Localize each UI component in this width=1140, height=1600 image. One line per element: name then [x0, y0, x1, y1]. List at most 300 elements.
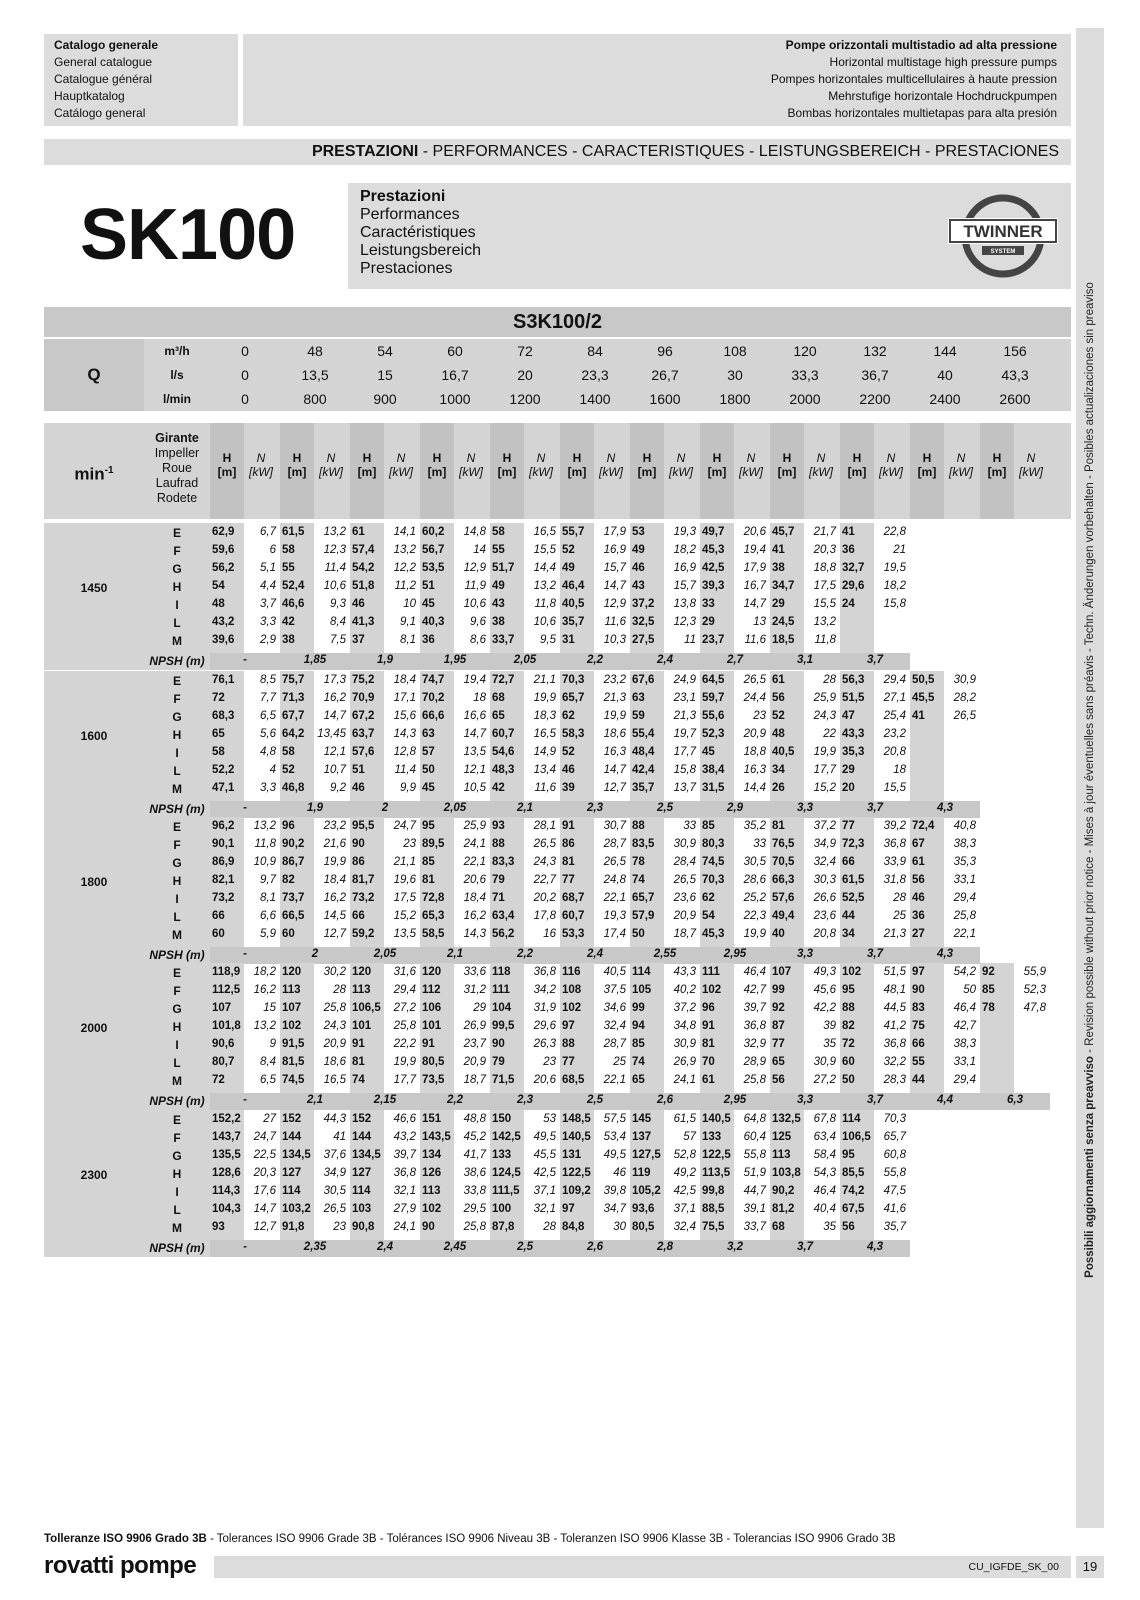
- npsh-value: 4,3: [867, 1241, 883, 1253]
- power-value: 41: [333, 1131, 346, 1143]
- flow-header: [44, 339, 1071, 411]
- catalog-name-es: Catálogo general: [54, 106, 146, 120]
- head-value: 74,5: [702, 856, 725, 868]
- logo-text: TWINNER: [963, 222, 1043, 241]
- head-value: 90: [352, 838, 365, 850]
- power-value: 41,6: [883, 1203, 906, 1215]
- flow-value: 1800: [719, 391, 751, 407]
- head-value: 99,5: [492, 1020, 515, 1032]
- head-value: 107: [282, 1002, 302, 1014]
- npsh-value: 3,7: [797, 1241, 813, 1253]
- power-value: 18,8: [813, 562, 836, 574]
- head-value: 151: [422, 1113, 442, 1125]
- power-value: 6,6: [260, 910, 276, 922]
- flow-value: 16,7: [441, 367, 469, 383]
- impeller-code: G: [172, 856, 182, 870]
- head-value: 73,7: [282, 892, 305, 904]
- flow-value: 120: [793, 343, 817, 359]
- power-value: 22: [823, 728, 836, 740]
- power-value: 39,1: [743, 1203, 766, 1215]
- head-value: 54: [702, 910, 715, 922]
- head-value: 39,3: [702, 580, 725, 592]
- power-value: 20,3: [253, 1167, 276, 1179]
- power-value: 2,9: [260, 634, 276, 646]
- head-value: 64,5: [702, 674, 725, 686]
- head-value: 68,3: [212, 710, 235, 722]
- power-value: 5,9: [260, 928, 276, 940]
- npsh-value: 3,7: [867, 654, 883, 666]
- head-value: 70,3: [562, 674, 585, 686]
- head-value: 46,8: [282, 782, 305, 794]
- power-value: 49,2: [673, 1167, 696, 1179]
- power-value: 32,1: [393, 1185, 416, 1197]
- head-value: 70,5: [772, 856, 795, 868]
- impeller-label-en: Impeller: [154, 446, 200, 460]
- npsh-value: 6,3: [1007, 1094, 1023, 1106]
- head-value: 114,3: [212, 1185, 241, 1197]
- power-value: 46,4: [953, 1002, 976, 1014]
- head-value: 90,2: [282, 838, 305, 850]
- product-line-de: Mehrstufige horizontale Hochdruckpumpen: [828, 89, 1057, 103]
- head-value: 119: [632, 1167, 651, 1179]
- power-value: 25: [613, 1056, 626, 1068]
- flow-value: 2600: [999, 391, 1031, 407]
- head-value: 36: [912, 910, 925, 922]
- power-value: 31,2: [463, 984, 486, 996]
- head-value: 71: [492, 892, 505, 904]
- power-value: 14,5: [323, 910, 346, 922]
- power-value: 42,2: [813, 1002, 836, 1014]
- head-value: 87,8: [492, 1221, 515, 1233]
- power-value: 16,2: [253, 984, 276, 996]
- head-value: 27,5: [632, 634, 655, 646]
- head-value: 93,6: [632, 1203, 655, 1215]
- power-value: 18,4: [323, 874, 346, 886]
- power-value: 17,8: [533, 910, 556, 922]
- head-value: 57,9: [632, 910, 655, 922]
- head-value: 32,5: [632, 616, 655, 628]
- power-value: 16,5: [533, 728, 556, 740]
- head-label-symbol: H: [432, 451, 442, 465]
- impeller-code: L: [173, 1056, 181, 1070]
- power-label: [314, 451, 348, 479]
- power-label: [244, 451, 278, 479]
- head-value: 81,7: [352, 874, 375, 886]
- head-value: 42,5: [702, 562, 725, 574]
- head-value: 127: [282, 1167, 302, 1179]
- power-value: 45,2: [463, 1131, 486, 1143]
- flow-value: 0: [241, 367, 249, 383]
- head-value: 34: [772, 764, 785, 776]
- speed-label: [44, 423, 144, 519]
- power-value: 23: [333, 1221, 346, 1233]
- power-value: 16,9: [673, 562, 696, 574]
- head-value: 74: [632, 874, 645, 886]
- flow-value: 108: [723, 343, 747, 359]
- head-value: 124,5: [492, 1167, 521, 1179]
- power-label-unit: [kW]: [879, 465, 903, 479]
- power-value: 6,7: [260, 526, 276, 538]
- power-value: 34,6: [603, 1002, 626, 1014]
- power-value: 20,3: [813, 544, 836, 556]
- head-value: 66: [912, 1038, 925, 1050]
- power-value: 40,2: [673, 984, 696, 996]
- head-value: 46: [352, 598, 365, 610]
- power-value: 17,5: [393, 892, 416, 904]
- power-value: 21: [893, 544, 906, 556]
- head-value: 52,3: [702, 728, 725, 740]
- impeller-code: G: [172, 562, 182, 576]
- performances-bar-rest: - PERFORMANCES - CARACTERISTIQUES - LEISTUNGSBEREICH - PRESTACIONES: [418, 143, 1059, 160]
- head-value: 66: [352, 910, 365, 922]
- head-value: 67,6: [632, 674, 655, 686]
- power-value: 24,3: [533, 856, 556, 868]
- head-value: 75,7: [282, 674, 305, 686]
- head-value: 113: [422, 1185, 441, 1197]
- head-value: 35,7: [632, 782, 655, 794]
- power-value: 26,5: [743, 674, 766, 686]
- head-column-bg: [980, 963, 1014, 1093]
- npsh-value: 4,3: [937, 948, 953, 960]
- head-label-symbol: H: [502, 451, 512, 465]
- power-value: 3,3: [260, 782, 276, 794]
- power-value: 13,2: [253, 820, 276, 832]
- performance-label-es: Prestaciones: [360, 260, 453, 277]
- head-value: 31,5: [702, 782, 725, 794]
- power-value: 16,3: [603, 746, 626, 758]
- impeller-code: L: [173, 764, 181, 778]
- npsh-value: 2,8: [657, 1241, 673, 1253]
- power-value: 12,7: [603, 782, 626, 794]
- npsh-value: 2,4: [657, 654, 673, 666]
- power-value: 28,7: [603, 838, 626, 850]
- revision-note-rest: - Revision possible without prior notice - Mises à jour éventuelles sans préavis - Techn. Änderungen vorbehalten - Posibles actualizaciones sin preaviso: [1084, 282, 1096, 1057]
- npsh-label: NPSH (m): [149, 1241, 205, 1255]
- head-value: 45: [422, 782, 435, 794]
- power-value: 15,5: [883, 782, 906, 794]
- flow-value: 144: [933, 343, 957, 359]
- power-value: 11,6: [744, 634, 766, 646]
- head-value: 18,5: [772, 634, 795, 646]
- power-value: 43,2: [393, 1131, 416, 1143]
- head-value: 94: [632, 1020, 645, 1032]
- power-value: 24,7: [253, 1131, 276, 1143]
- head-value: 65,7: [562, 692, 585, 704]
- head-value: 45: [702, 746, 715, 758]
- impeller-code: I: [175, 892, 179, 906]
- power-value: 20,8: [883, 746, 906, 758]
- head-value: 128,6: [212, 1167, 241, 1179]
- power-value: 28: [333, 984, 346, 996]
- power-value: 26,5: [953, 710, 976, 722]
- speed-value: 1450: [80, 581, 108, 595]
- speed-value: 1600: [80, 729, 108, 743]
- power-value: 37,5: [603, 984, 626, 996]
- power-value: 12,7: [253, 1221, 276, 1233]
- head-value: 152,2: [212, 1113, 241, 1125]
- head-value: 122,5: [562, 1167, 591, 1179]
- head-value: 43,3: [842, 728, 865, 740]
- head-value: 51: [352, 764, 365, 776]
- power-value: 10: [403, 598, 416, 610]
- document-code: CU_IGFDE_SK_00: [214, 1556, 1071, 1578]
- head-value: 112: [422, 984, 441, 996]
- flow-unit: m³/h: [164, 344, 190, 358]
- power-value: 28,7: [603, 1038, 626, 1050]
- impeller-code: H: [172, 874, 182, 888]
- power-value: 26,5: [673, 874, 696, 886]
- head-value: 65: [212, 728, 225, 740]
- power-value: 20,9: [463, 1056, 486, 1068]
- head-value: 134: [422, 1149, 442, 1161]
- power-value: 25,9: [463, 820, 486, 832]
- power-value: 22,2: [393, 1038, 416, 1050]
- head-value: 57,4: [352, 544, 375, 556]
- flow-value: 20: [517, 367, 533, 383]
- power-value: 25,2: [743, 892, 766, 904]
- power-value: 40,4: [813, 1203, 836, 1215]
- power-value: 55,8: [743, 1149, 766, 1161]
- npsh-value: 2,2: [517, 948, 533, 960]
- head-value: 45: [422, 598, 435, 610]
- head-value: 74,2: [842, 1185, 865, 1197]
- power-label-symbol: N: [606, 451, 616, 465]
- power-value: 17,3: [323, 674, 346, 686]
- head-value: 38: [282, 634, 295, 646]
- head-value: 82: [842, 1020, 855, 1032]
- power-value: 9,6: [470, 616, 486, 628]
- npsh-value: 2,55: [653, 948, 677, 960]
- head-value: 49: [632, 544, 645, 556]
- power-value: 12,2: [393, 562, 416, 574]
- head-value: 48,3: [492, 764, 515, 776]
- npsh-value: 2,4: [377, 1241, 393, 1253]
- product-line-names: [243, 34, 1071, 126]
- power-value: 10,9: [253, 856, 276, 868]
- power-value: 26,6: [813, 892, 836, 904]
- power-label-unit: [kW]: [249, 465, 273, 479]
- power-value: 37,1: [673, 1203, 696, 1215]
- power-value: 30: [613, 1221, 626, 1233]
- power-value: 19,4: [743, 544, 766, 556]
- flow-value: 60: [447, 343, 463, 359]
- tolerance-note-rest: - Tolerances ISO 9906 Grade 3B - Tolérances ISO 9906 Niveau 3B - Toleranzen ISO 9906 Klasse 3B - Tolerancias ISO 9906 Grado 3B: [206, 1533, 896, 1545]
- power-value: 3,7: [260, 598, 276, 610]
- head-value: 114: [842, 1113, 861, 1125]
- power-value: 13: [753, 616, 766, 628]
- power-value: 24,7: [393, 820, 416, 832]
- npsh-bar: [210, 653, 910, 670]
- head-value: 77: [562, 1056, 575, 1068]
- head-value: 112,5: [212, 984, 241, 996]
- power-value: 10,7: [323, 764, 346, 776]
- performances-bar: [44, 139, 1071, 165]
- head-value: 90: [492, 1038, 505, 1050]
- npsh-label: NPSH (m): [149, 802, 205, 816]
- head-value: 34: [842, 928, 855, 940]
- head-value: 59,6: [212, 544, 235, 556]
- power-value: 14,4: [533, 562, 556, 574]
- power-value: 16,3: [743, 764, 766, 776]
- head-value: 52,5: [842, 892, 865, 904]
- head-column-bg: [910, 671, 944, 801]
- power-label: [1014, 451, 1048, 479]
- power-value: 6,5: [260, 710, 276, 722]
- power-label: [664, 451, 698, 479]
- head-value: 88,5: [702, 1203, 725, 1215]
- power-value: 30,9: [673, 1038, 696, 1050]
- power-value: 17,7: [673, 746, 696, 758]
- power-value: 15: [263, 1002, 276, 1014]
- power-value: 11,6: [534, 782, 556, 794]
- power-value: 14,7: [603, 580, 626, 592]
- performance-label-en: Performances: [360, 206, 460, 223]
- impeller-label: [144, 431, 210, 506]
- head-value: 113: [352, 984, 371, 996]
- power-value: 22,5: [253, 1149, 276, 1161]
- power-value: 20,2: [533, 892, 556, 904]
- power-value: 13,8: [673, 598, 696, 610]
- power-value: 27,1: [883, 692, 906, 704]
- head-value: 50,5: [912, 674, 935, 686]
- power-value: 27,2: [813, 1074, 836, 1086]
- head-value: 71,3: [282, 692, 305, 704]
- power-value: 16,7: [743, 580, 766, 592]
- head-value: 58: [492, 526, 505, 538]
- head-value: 37: [352, 634, 365, 646]
- power-value: 57,5: [603, 1113, 626, 1125]
- head-value: 118,9: [212, 966, 241, 978]
- power-value: 11,8: [814, 634, 836, 646]
- head-value: 59,7: [702, 692, 725, 704]
- revision-note: [1084, 282, 1096, 1278]
- head-value: 46: [352, 782, 365, 794]
- head-value: 54,6: [492, 746, 515, 758]
- power-value: 23: [753, 710, 766, 722]
- performances-bar-bold: PRESTAZIONI: [311, 143, 419, 160]
- power-value: 28: [543, 1221, 556, 1233]
- head-value: 90,6: [212, 1038, 235, 1050]
- power-value: 46: [613, 1167, 626, 1179]
- head-value: 95,5: [352, 820, 375, 832]
- head-label-symbol: H: [222, 451, 232, 465]
- product-line-es: Bombas horizontales multietapas para alta presión: [787, 106, 1057, 120]
- npsh-value: 2,9: [727, 802, 743, 814]
- power-value: 52,8: [673, 1149, 696, 1161]
- power-value: 12,8: [393, 746, 416, 758]
- power-value: 29,4: [953, 892, 976, 904]
- head-value: 86: [352, 856, 365, 868]
- head-value: 102: [702, 984, 722, 996]
- head-value: 81: [352, 1056, 365, 1068]
- npsh-label: NPSH (m): [149, 1094, 205, 1108]
- head-value: 64,2: [282, 728, 305, 740]
- head-value: 63: [422, 728, 435, 740]
- head-value: 81,5: [282, 1056, 305, 1068]
- head-value: 86,9: [212, 856, 235, 868]
- head-value: 72: [212, 1074, 225, 1086]
- power-value: 51,5: [883, 966, 906, 978]
- power-value: 14,1: [393, 526, 416, 538]
- power-value: 12,1: [463, 764, 486, 776]
- power-value: 45,6: [813, 984, 836, 996]
- power-value: 24,4: [743, 692, 766, 704]
- flow-value: 30: [727, 367, 743, 383]
- head-value: 56,2: [212, 562, 235, 574]
- power-value: 58,4: [813, 1149, 836, 1161]
- power-value: 38,3: [953, 838, 976, 850]
- power-value: 23,7: [463, 1038, 486, 1050]
- head-value: 113: [772, 1149, 791, 1161]
- flow-value: 36,7: [861, 367, 889, 383]
- head-value: 152: [352, 1113, 372, 1125]
- power-value: 15,5: [533, 544, 556, 556]
- power-value: 17,1: [393, 692, 416, 704]
- head-label: [420, 451, 454, 479]
- power-label: [384, 451, 418, 479]
- power-label-symbol: N: [256, 451, 266, 465]
- power-value: 29: [473, 1002, 486, 1014]
- power-value: 28,1: [533, 820, 556, 832]
- head-label-unit: [m]: [357, 465, 377, 479]
- npsh-value: 1,85: [303, 654, 327, 666]
- head-value: 61: [772, 674, 785, 686]
- head-value: 91,5: [282, 1038, 305, 1050]
- power-value: 11,8: [534, 598, 556, 610]
- head-value: 54,2: [352, 562, 375, 574]
- head-value: 63,7: [352, 728, 375, 740]
- power-value: 29,4: [883, 674, 906, 686]
- npsh-value: 2,1: [517, 802, 533, 814]
- power-value: 55,8: [883, 1167, 906, 1179]
- power-value: 48,8: [463, 1113, 486, 1125]
- head-value: 120: [282, 966, 302, 978]
- power-value: 24,9: [673, 674, 696, 686]
- power-value: 5,1: [260, 562, 276, 574]
- npsh-bar: [210, 1093, 1050, 1110]
- head-value: 60,7: [492, 728, 515, 740]
- power-value: 20,6: [533, 1074, 556, 1086]
- npsh-value: 1,95: [443, 654, 467, 666]
- impeller-code: I: [175, 746, 179, 760]
- head-value: 152: [282, 1113, 302, 1125]
- power-value: 19,4: [463, 674, 486, 686]
- head-value: 90,1: [212, 838, 235, 850]
- power-value: 30,9: [813, 1056, 836, 1068]
- power-value: 34,7: [603, 1203, 626, 1215]
- head-value: 52: [282, 764, 295, 776]
- head-value: 31: [562, 634, 575, 646]
- npsh-value: 2,2: [447, 1094, 463, 1106]
- head-value: 150: [492, 1113, 512, 1125]
- head-value: 114: [352, 1185, 371, 1197]
- power-label: [874, 451, 908, 479]
- npsh-value: 3,7: [867, 1094, 883, 1106]
- flow-value: 156: [1003, 343, 1027, 359]
- power-value: 18,7: [463, 1074, 486, 1086]
- power-value: 13,2: [533, 580, 556, 592]
- head-value: 56: [842, 1221, 855, 1233]
- power-value: 18,6: [603, 728, 626, 740]
- power-value: 18,2: [253, 966, 276, 978]
- head-value: 120: [422, 966, 442, 978]
- power-value: 23: [543, 1056, 556, 1068]
- head-value: 54: [212, 580, 225, 592]
- head-value: 63,4: [492, 910, 515, 922]
- power-value: 20,9: [323, 1038, 346, 1050]
- power-value: 60,4: [743, 1131, 766, 1143]
- head-value: 105,2: [632, 1185, 661, 1197]
